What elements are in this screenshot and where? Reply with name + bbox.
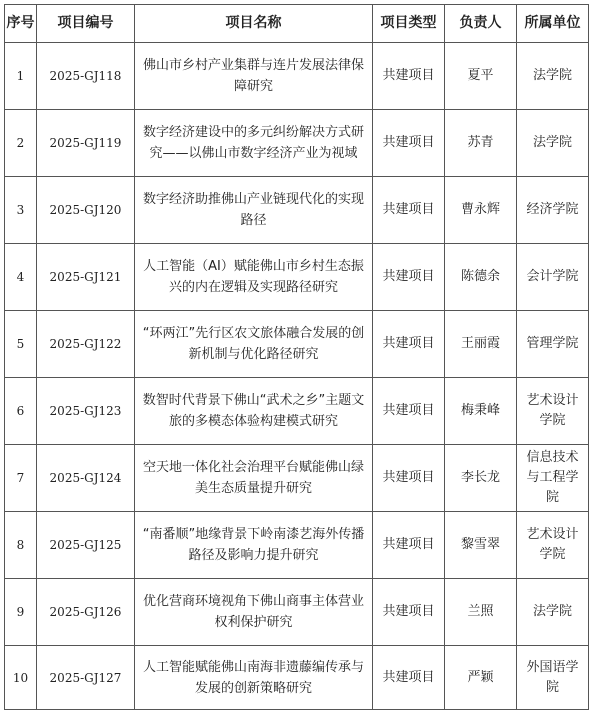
cell-leader: 梅秉峰 xyxy=(445,378,517,445)
cell-name: 佛山市乡村产业集群与连片发展法律保障研究 xyxy=(135,43,373,110)
table-row xyxy=(5,311,589,378)
cell-unit: 艺术设计学院 xyxy=(517,512,589,579)
cell-name: 数字经济建设中的多元纠纷解决方式研究——以佛山市数字经济产业为视域 xyxy=(135,110,373,177)
cell-code: 2025-GJ125 xyxy=(37,512,135,579)
table-row xyxy=(5,646,589,710)
cell-type: 共建项目 xyxy=(373,311,445,378)
cell-code: 2025-GJ126 xyxy=(37,579,135,646)
cell-seq: 6 xyxy=(5,378,37,445)
cell-name: 人工智能赋能佛山南海非遗藤编传承与发展的创新策略研究 xyxy=(135,646,373,710)
header-row xyxy=(5,5,589,43)
cell-leader: 李长龙 xyxy=(445,445,517,512)
cell-leader: 陈德余 xyxy=(445,244,517,311)
cell-unit: 法学院 xyxy=(517,110,589,177)
header-name: 项目名称 xyxy=(135,5,373,43)
cell-type: 共建项目 xyxy=(373,43,445,110)
cell-leader: 苏青 xyxy=(445,110,517,177)
cell-name: 空天地一体化社会治理平台赋能佛山绿美生态质量提升研究 xyxy=(135,445,373,512)
project-table xyxy=(4,4,589,710)
cell-unit: 会计学院 xyxy=(517,244,589,311)
cell-code: 2025-GJ120 xyxy=(37,177,135,244)
table-row xyxy=(5,110,589,177)
cell-leader: 兰照 xyxy=(445,579,517,646)
table-body xyxy=(5,43,589,710)
table-row xyxy=(5,579,589,646)
cell-name: 数字经济助推佛山产业链现代化的实现路径 xyxy=(135,177,373,244)
cell-type: 共建项目 xyxy=(373,512,445,579)
cell-type: 共建项目 xyxy=(373,579,445,646)
cell-name: 人工智能（AI）赋能佛山市乡村生态振兴的内在逻辑及实现路径研究 xyxy=(135,244,373,311)
cell-seq: 8 xyxy=(5,512,37,579)
cell-code: 2025-GJ122 xyxy=(37,311,135,378)
cell-leader: 严颖 xyxy=(445,646,517,710)
cell-code: 2025-GJ121 xyxy=(37,244,135,311)
table-row xyxy=(5,177,589,244)
cell-code: 2025-GJ119 xyxy=(37,110,135,177)
table-row xyxy=(5,378,589,445)
cell-leader: 夏平 xyxy=(445,43,517,110)
cell-unit: 法学院 xyxy=(517,579,589,646)
cell-seq: 3 xyxy=(5,177,37,244)
cell-seq: 4 xyxy=(5,244,37,311)
table-row xyxy=(5,43,589,110)
cell-seq: 5 xyxy=(5,311,37,378)
header-leader: 负责人 xyxy=(445,5,517,43)
cell-seq: 7 xyxy=(5,445,37,512)
cell-type: 共建项目 xyxy=(373,110,445,177)
cell-type: 共建项目 xyxy=(373,445,445,512)
cell-seq: 10 xyxy=(5,646,37,710)
cell-type: 共建项目 xyxy=(373,244,445,311)
cell-type: 共建项目 xyxy=(373,378,445,445)
cell-unit: 法学院 xyxy=(517,43,589,110)
header-type: 项目类型 xyxy=(373,5,445,43)
cell-type: 共建项目 xyxy=(373,646,445,710)
cell-name: 优化营商环境视角下佛山商事主体营业权利保护研究 xyxy=(135,579,373,646)
cell-seq: 1 xyxy=(5,43,37,110)
header-seq: 序号 xyxy=(5,5,37,43)
cell-unit: 管理学院 xyxy=(517,311,589,378)
cell-leader: 王丽霞 xyxy=(445,311,517,378)
cell-unit: 艺术设计学院 xyxy=(517,378,589,445)
cell-unit: 经济学院 xyxy=(517,177,589,244)
cell-code: 2025-GJ118 xyxy=(37,43,135,110)
cell-leader: 黎雪翠 xyxy=(445,512,517,579)
table-row xyxy=(5,445,589,512)
header-code: 项目编号 xyxy=(37,5,135,43)
cell-code: 2025-GJ123 xyxy=(37,378,135,445)
cell-name: “南番顺”地缘背景下岭南漆艺海外传播路径及影响力提升研究 xyxy=(135,512,373,579)
cell-seq: 2 xyxy=(5,110,37,177)
cell-code: 2025-GJ127 xyxy=(37,646,135,710)
cell-name: 数智时代背景下佛山“武术之乡”主题文旅的多模态体验构建模式研究 xyxy=(135,378,373,445)
cell-unit: 外国语学院 xyxy=(517,646,589,710)
cell-seq: 9 xyxy=(5,579,37,646)
table-row xyxy=(5,244,589,311)
cell-type: 共建项目 xyxy=(373,177,445,244)
cell-unit: 信息技术与工程学院 xyxy=(517,445,589,512)
header-unit: 所属单位 xyxy=(517,5,589,43)
cell-code: 2025-GJ124 xyxy=(37,445,135,512)
cell-leader: 曹永辉 xyxy=(445,177,517,244)
table-row xyxy=(5,512,589,579)
cell-name: “环两江”先行区农文旅体融合发展的创新机制与优化路径研究 xyxy=(135,311,373,378)
